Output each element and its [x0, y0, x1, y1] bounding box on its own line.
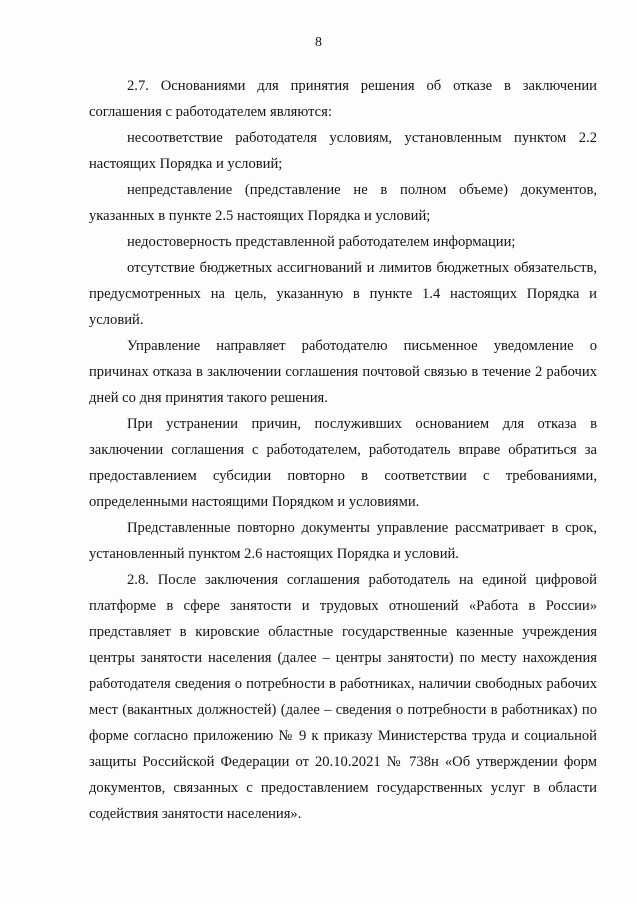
paragraph-reason-nonconformity: несоответствие работодателя условиям, установленным пунктом 2.2 настоящих Порядка и условий;: [89, 130, 597, 172]
paragraph-reason-nonsubmission: непредставление (представление не в полном объеме) документов, указанных в пункте 2.5 настоящих Порядка и условий;: [89, 182, 597, 224]
paragraph-reason-unreliability: недостоверность представленной работодателем информации;: [127, 234, 516, 250]
paragraph-resubmission: При устранении причин, послуживших основанием для отказа в заключении соглашения с работодателем, работодатель вправе обратиться за предоставлением субсидии повторно в соответствии с требованиями, определенными настоящими Порядком и условиями.: [89, 416, 597, 510]
paragraph-review-term: Представленные повторно документы управление рассматривает в срок, установленный пунктом 2.6 настоящих Порядка и условий.: [89, 520, 597, 562]
page-number: 8: [315, 35, 322, 50]
paragraph-2-8: 2.8. После заключения соглашения работодатель на единой цифровой платформе в сфере занятости и трудовых отношений «Работа в России» представляет в кировские областные государственные казенные учреждения центры занятости населения (далее – центры занятости) по месту нахождения работодателя сведения о потребности в работниках, наличии свободных рабочих мест (вакантных должностей) (далее – сведения о потребности в работниках) по форме согласно приложению № 9 к приказу Министерства труда и социальной защиты Российской Федерации от 20.10.2021 № 738н «Об утверждении форм документов, связанных с предоставлением государственных услуг в области содействия занятости населения».: [89, 572, 597, 822]
paragraph-reason-no-budget: отсутствие бюджетных ассигнований и лимитов бюджетных обязательств, предусмотренных на цель, указанную в пункте 1.4 настоящих Порядка и условий.: [89, 260, 597, 328]
paragraph-notification: Управление направляет работодателю письменное уведомление о причинах отказа в заключении соглашения почтовой связью в течение 2 рабочих дней со дня принятия такого решения.: [89, 338, 597, 406]
document-body: [89, 73, 597, 827]
paragraph-2-7-intro: 2.7. Основаниями для принятия решения об отказе в заключении соглашения с работодателем являются:: [89, 78, 597, 120]
